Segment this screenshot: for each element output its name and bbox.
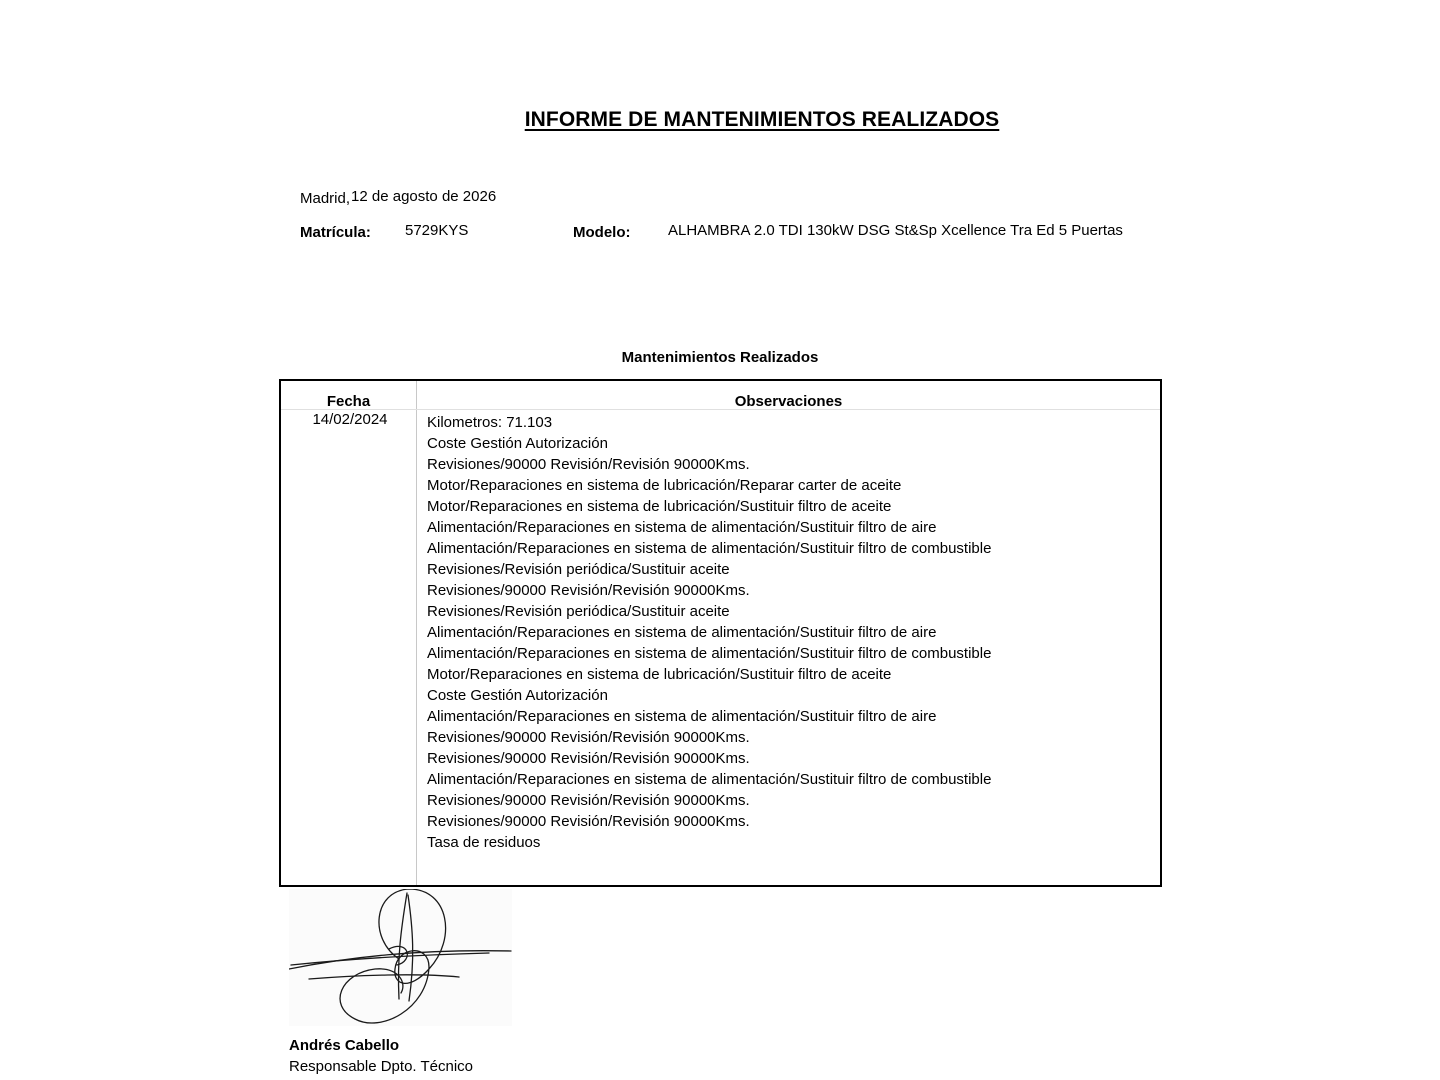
signatory-name: Andrés Cabello	[289, 1037, 400, 1054]
entry-date: 14/02/2024	[312, 411, 388, 428]
report-date: 12 de agosto de 2026	[351, 188, 497, 205]
observation-item: Motor/Reparaciones en sistema de lubricación/Sustituir filtro de aceite	[427, 498, 892, 515]
plate-label: Matrícula:	[300, 224, 371, 241]
observation-item: Alimentación/Reparaciones en sistema de alimentación/Sustituir filtro de combustible	[427, 771, 992, 788]
signatory-role: Responsable Dpto. Técnico	[289, 1058, 473, 1075]
observation-item: Alimentación/Reparaciones en sistema de alimentación/Sustituir filtro de aire	[427, 708, 937, 725]
section-title: Mantenimientos Realizados	[621, 349, 819, 366]
signature-drawing	[289, 889, 512, 1026]
observation-item: Alimentación/Reparaciones en sistema de alimentación/Sustituir filtro de combustible	[427, 540, 992, 557]
model-label: Modelo:	[573, 224, 631, 241]
observation-item: Revisiones/Revisión periódica/Sustituir aceite	[427, 603, 730, 620]
observation-item: Motor/Reparaciones en sistema de lubricación/Sustituir filtro de aceite	[427, 666, 892, 683]
observation-item: Alimentación/Reparaciones en sistema de alimentación/Sustituir filtro de aire	[427, 624, 937, 641]
observation-item: Revisiones/90000 Revisión/Revisión 90000Kms.	[427, 792, 750, 809]
observation-item: Kilometros: 71.103	[427, 414, 553, 431]
observation-item: Revisiones/90000 Revisión/Revisión 90000Kms.	[427, 582, 750, 599]
observation-item: Revisiones/90000 Revisión/Revisión 90000Kms.	[427, 729, 750, 746]
model-value: ALHAMBRA 2.0 TDI 130kW DSG St&Sp Xcellence Tra Ed 5 Puertas	[668, 222, 1123, 239]
signature-image	[289, 889, 512, 1026]
observation-item: Alimentación/Reparaciones en sistema de alimentación/Sustituir filtro de aire	[427, 519, 937, 536]
column-header-fecha: Fecha	[326, 393, 371, 410]
observation-item: Motor/Reparaciones en sistema de lubricación/Reparar carter de aceite	[427, 477, 902, 494]
observation-item: Coste Gestión Autorización	[427, 687, 608, 704]
plate-value: 5729KYS	[405, 222, 469, 239]
column-header-observaciones: Observaciones	[734, 393, 843, 410]
place: Madrid,	[300, 190, 351, 207]
maintenance-table	[279, 379, 1162, 887]
observation-item: Revisiones/90000 Revisión/Revisión 90000Kms.	[427, 456, 750, 473]
place-date	[300, 190, 496, 207]
observation-item: Alimentación/Reparaciones en sistema de alimentación/Sustituir filtro de combustible	[427, 645, 992, 662]
observation-item: Revisiones/90000 Revisión/Revisión 90000Kms.	[427, 750, 750, 767]
observation-item: Coste Gestión Autorización	[427, 435, 608, 452]
column-divider	[416, 381, 417, 885]
observation-item: Tasa de residuos	[427, 834, 541, 851]
report-title: INFORME DE MANTENIMIENTOS REALIZADOS	[524, 108, 1000, 131]
observation-item: Revisiones/90000 Revisión/Revisión 90000Kms.	[427, 813, 750, 830]
observations-list	[427, 412, 991, 853]
observation-item: Revisiones/Revisión periódica/Sustituir aceite	[427, 561, 730, 578]
